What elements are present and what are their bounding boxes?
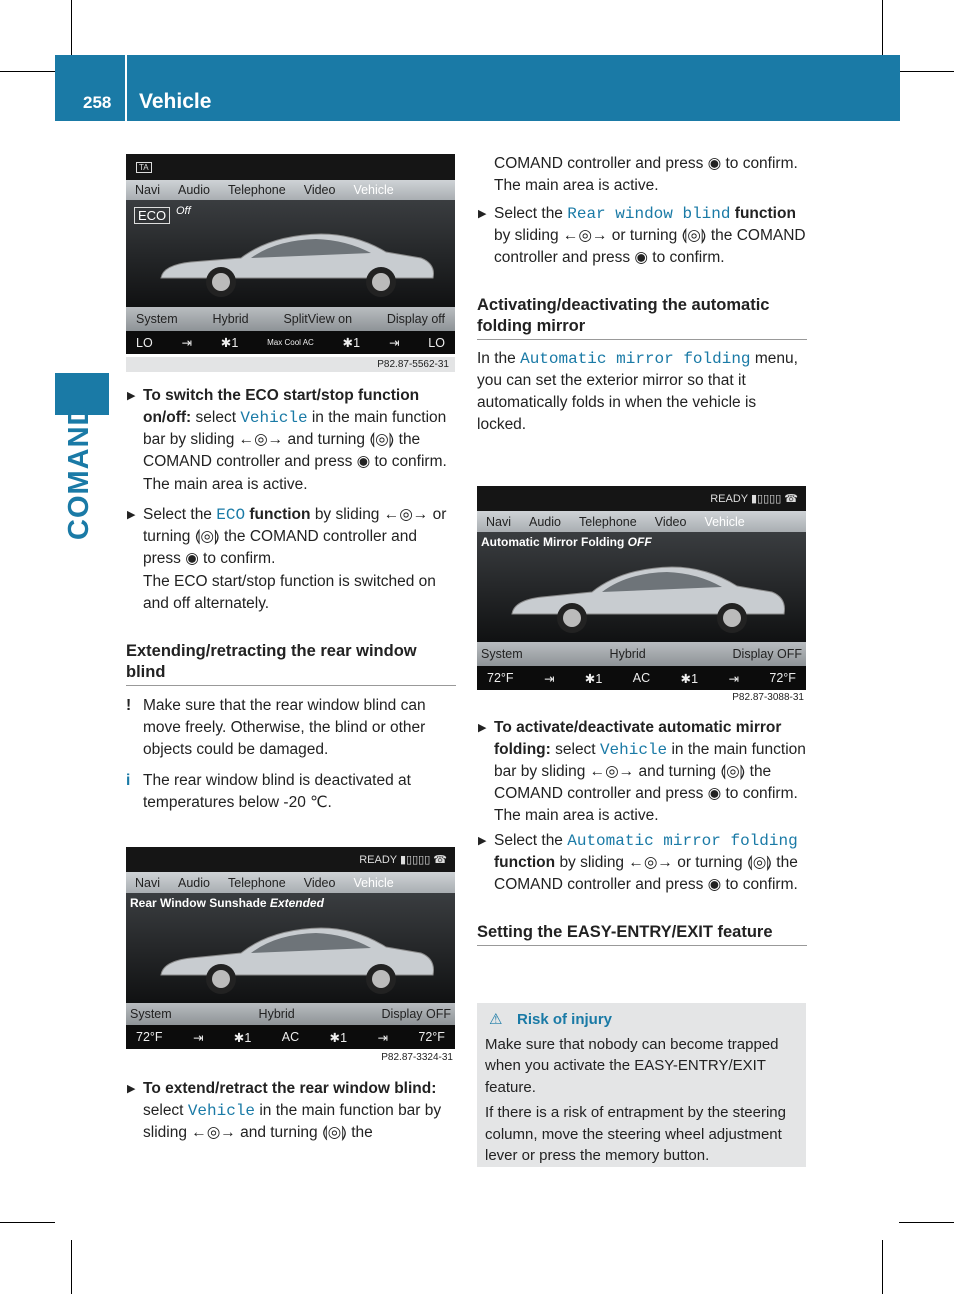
- submenu-bar: [477, 642, 806, 666]
- menu-item-code: Rear window blind: [567, 205, 731, 223]
- main-function-bar: [126, 180, 455, 200]
- instruction-step: [477, 203, 807, 269]
- temp-right: 72°F: [418, 1030, 445, 1044]
- figure-caption: P82.87-3088-31: [732, 692, 804, 703]
- header-divider: [125, 55, 127, 121]
- main-area: [126, 200, 455, 307]
- menu-item-code: ECO: [216, 506, 246, 524]
- fan-icon: ✱1: [680, 671, 699, 686]
- tab-video: Video: [303, 183, 336, 197]
- airflow-icon: ⇥: [543, 671, 555, 686]
- car-image: [502, 552, 792, 640]
- status-indicator: READY ▮▯▯▯▯ ☎: [359, 854, 447, 866]
- setting-name: Rear Window Sunshade: [130, 896, 267, 910]
- tab-telephone: Telephone: [228, 875, 286, 890]
- arrow-icon: ▶: [478, 722, 487, 734]
- figure-caption: P82.87-5562-31: [126, 357, 455, 372]
- temp-right: LO: [428, 335, 445, 350]
- menu-display: Display OFF: [381, 1007, 451, 1021]
- climate-bar: [126, 1025, 455, 1049]
- exclamation-icon: !: [126, 697, 132, 714]
- airflow-icon: ⇥: [377, 1030, 388, 1045]
- warning-text: If there is a risk of entrapment by the steering column, move the steering wheel adjustment lever or press the memory button.: [485, 1104, 786, 1164]
- tab-navi: Navi: [135, 183, 161, 197]
- setting-state: OFF: [627, 535, 652, 549]
- step-text: in the main function bar by sliding ←◎→ and turning ⟬◎⟭ the: [143, 1102, 442, 1141]
- climate-bar: [477, 666, 806, 690]
- setting-label: [130, 896, 324, 910]
- figure-caption: P82.87-3324-31: [381, 1052, 453, 1063]
- airflow-icon: ⇥: [192, 1030, 204, 1045]
- airflow-icon: ⇥: [728, 671, 739, 686]
- car-image: [151, 913, 441, 1001]
- page-number: 258: [83, 93, 112, 112]
- warning-title: [485, 1009, 798, 1031]
- tab-vehicle: Vehicle: [704, 514, 745, 529]
- menu-display: Display OFF: [732, 647, 802, 661]
- step-text: select: [555, 741, 596, 758]
- instruction-step: [126, 385, 456, 496]
- left-column-text-2: [126, 1078, 456, 1144]
- menu-item-code: Automatic mirror folding: [520, 350, 751, 368]
- step-title: To switch the ECO start/stop function on/off:: [143, 387, 420, 426]
- step-text: select: [143, 1102, 184, 1119]
- fan-icon: ✱1: [329, 1030, 348, 1045]
- intro-text: In the: [477, 350, 516, 367]
- ta-icon: TA: [136, 162, 152, 173]
- note-text: The rear window blind is deactivated at temperatures below -20 ℃.: [143, 772, 411, 811]
- crop-mark: [0, 71, 55, 72]
- ac-label: Max Cool AC: [267, 338, 314, 347]
- menu-item-code: Vehicle: [240, 409, 308, 427]
- info-icon: i: [126, 772, 131, 789]
- tab-video: Video: [654, 514, 687, 529]
- intro-paragraph: [477, 348, 807, 436]
- arrow-icon: ▶: [127, 509, 136, 521]
- step-result: The main area is active.: [494, 177, 659, 194]
- tab-audio: Audio: [529, 514, 561, 529]
- status-indicator: READY ▮▯▯▯▯ ☎: [710, 493, 798, 505]
- page-header: [55, 55, 900, 121]
- step-text: by sliding ←◎→ or turning ⟬◎⟭ the COMAND controller and press ◉ to confirm.: [494, 227, 806, 266]
- crop-mark: [71, 0, 72, 55]
- temp-left: 72°F: [487, 671, 514, 685]
- tab-audio: Audio: [178, 875, 210, 890]
- temp-left: 72°F: [136, 1030, 163, 1044]
- screenshot-eco: [126, 154, 455, 354]
- main-area: [126, 893, 455, 1003]
- step-title: To activate/deactivate automatic mirror folding:: [494, 719, 782, 758]
- main-area: [477, 532, 806, 642]
- right-column-text-2: [477, 717, 807, 946]
- instruction-step: [477, 830, 807, 896]
- step-bold: function: [494, 854, 556, 871]
- fan-icon: ✱1: [220, 336, 239, 350]
- warning-note: [126, 695, 456, 761]
- airflow-icon: ⇥: [181, 336, 193, 350]
- arrow-icon: ▶: [127, 390, 136, 402]
- step-result: The ECO start/stop function is switched on and off alternately.: [143, 573, 436, 612]
- car-image: [151, 220, 441, 305]
- menu-system: System: [136, 312, 178, 326]
- ac-label: AC: [281, 1030, 300, 1044]
- menu-hybrid: Hybrid: [609, 647, 646, 661]
- step-text: select: [195, 409, 237, 426]
- tab-vehicle: Vehicle: [353, 875, 394, 890]
- main-function-bar: [477, 511, 806, 532]
- step-text: in the main function bar by sliding ←◎→ and turning ⟬◎⟭ the COMAND controller and press ◉ to confirm.: [143, 409, 447, 470]
- fan-icon: ✱1: [584, 671, 603, 686]
- menu-system: System: [130, 1007, 172, 1021]
- step-text: by sliding ←◎→ or turning ⟬◎⟭ the COMAND controller and press ◉ to confirm.: [143, 506, 447, 567]
- step-title: To extend/retract the rear window blind:: [143, 1080, 437, 1097]
- main-function-bar: [126, 872, 455, 893]
- step-bold: function: [249, 506, 311, 523]
- instruction-continuation: [477, 153, 807, 197]
- menu-display: Display off: [386, 312, 445, 326]
- menu-item-code: Vehicle: [599, 741, 668, 759]
- step-text: in the main function bar by sliding ←◎→ and turning ⟬◎⟭ the COMAND controller and press ◉ to confirm.: [494, 741, 806, 802]
- step-bold: function: [734, 205, 796, 222]
- step-text: COMAND controller and press ◉ to confirm.: [494, 155, 798, 172]
- section-title: Vehicle: [139, 90, 212, 113]
- temp-right: 72°F: [769, 671, 796, 685]
- fan-icon: ✱1: [233, 1030, 252, 1045]
- climate-bar: [126, 331, 455, 354]
- step-text: Select the: [143, 506, 212, 523]
- crop-mark: [882, 0, 883, 55]
- crop-mark: [882, 1240, 883, 1294]
- airflow-icon: ⇥: [388, 336, 400, 350]
- arrow-icon: ▶: [478, 835, 487, 847]
- menu-hybrid: Hybrid: [212, 312, 249, 326]
- warning-triangle-icon: ⚠: [489, 1011, 503, 1028]
- tab-video: Video: [303, 875, 336, 890]
- crop-mark: [0, 1222, 55, 1223]
- setting-label: [481, 535, 652, 549]
- crop-mark: [899, 71, 954, 72]
- arrow-icon: ▶: [127, 1083, 136, 1095]
- menu-item-code: Automatic mirror folding: [567, 832, 798, 850]
- tab-telephone: Telephone: [228, 183, 286, 197]
- screenshot-rear-window: [126, 847, 455, 1049]
- tab-vehicle: Vehicle: [353, 183, 394, 197]
- info-note: [126, 770, 456, 814]
- tab-navi: Navi: [486, 514, 512, 529]
- warning-title-text: Risk of injury: [517, 1011, 613, 1028]
- step-text: Select the: [494, 832, 563, 849]
- step-result: The main area is active.: [494, 807, 659, 824]
- tab-audio: Audio: [178, 183, 210, 197]
- note-text: Make sure that the rear window blind can move freely. Otherwise, the blind or other objects could be damaged.: [143, 697, 426, 758]
- section-heading: Setting the EASY-ENTRY/EXIT feature: [477, 922, 807, 946]
- right-column-text-1: [477, 153, 807, 436]
- intro-text: menu, you can set the exterior mirror so that it automatically folds in when the vehicle is locked.: [477, 350, 798, 433]
- step-result: The main area is active.: [143, 476, 308, 493]
- menu-splitview: SplitView on: [283, 312, 353, 326]
- instruction-step: [126, 1078, 456, 1144]
- arrow-icon: ▶: [478, 208, 487, 220]
- menu-item-code: Vehicle: [187, 1102, 256, 1120]
- section-heading: Activating/deactivating the automatic folding mirror: [477, 295, 807, 340]
- crop-mark: [71, 1240, 72, 1294]
- instruction-step: [477, 717, 807, 827]
- menu-system: System: [481, 647, 523, 661]
- eco-badge: ECO: [134, 207, 170, 224]
- instruction-step: [126, 504, 456, 615]
- menu-hybrid: Hybrid: [258, 1007, 295, 1021]
- temp-left: LO: [136, 335, 153, 350]
- submenu-bar: [126, 307, 455, 331]
- eco-state: Off: [176, 205, 191, 217]
- setting-name: Automatic Mirror Folding: [481, 535, 625, 549]
- fan-icon: ✱1: [342, 336, 361, 350]
- step-text: Select the: [494, 205, 563, 222]
- left-column-text-1: [126, 385, 456, 814]
- warning-box: [477, 1003, 806, 1167]
- warning-text: Make sure that nobody can become trapped when you activate the EASY-ENTRY/EXIT feature.: [485, 1035, 779, 1096]
- chapter-label: COMAND: [63, 403, 95, 540]
- tab-telephone: Telephone: [579, 514, 637, 529]
- submenu-bar: [126, 1003, 455, 1025]
- crop-mark: [899, 1222, 954, 1223]
- ac-label: AC: [632, 671, 651, 685]
- section-heading: Extending/retracting the rear window blind: [126, 641, 456, 686]
- tab-navi: Navi: [135, 875, 161, 890]
- setting-state: Extended: [269, 896, 324, 910]
- step-text: by sliding ←◎→ or turning ⟬◎⟭ the COMAND controller and press ◉ to confirm.: [494, 854, 798, 893]
- screenshot-mirror-folding: [477, 486, 806, 690]
